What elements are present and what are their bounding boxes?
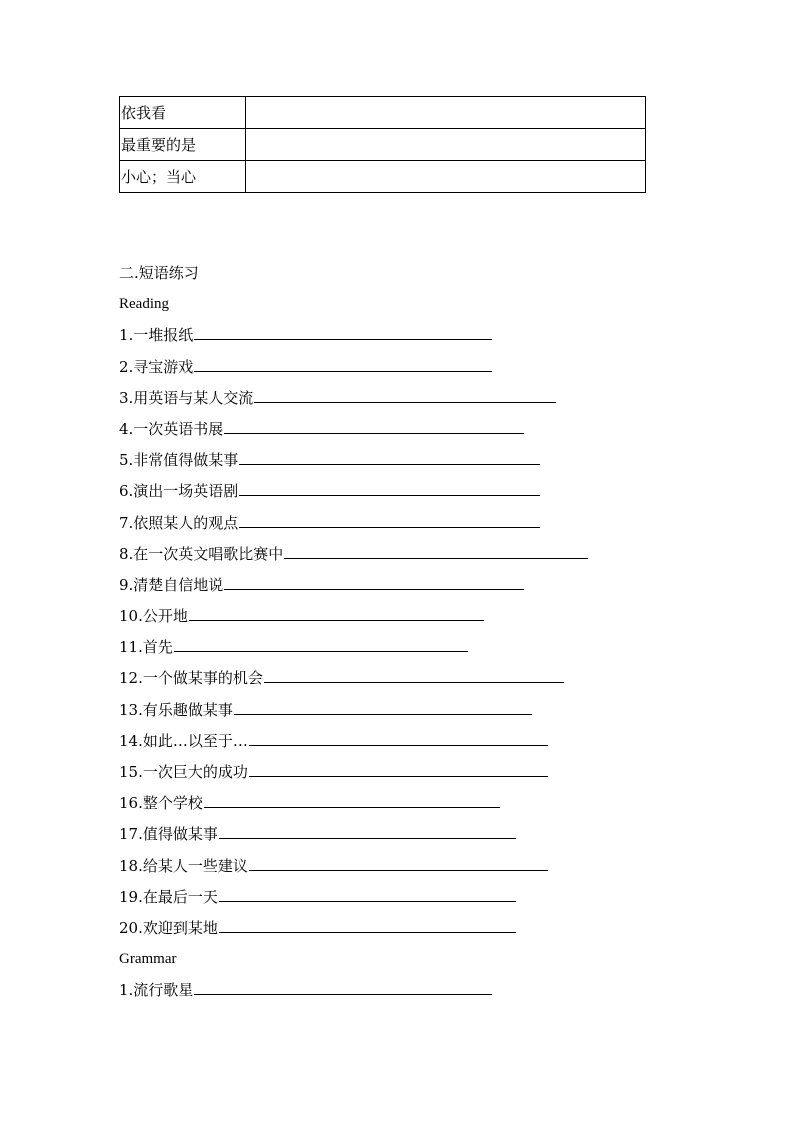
table-row [120,129,646,161]
list-item [119,445,739,476]
phrase-prompt: 6.演出一场英语剧 [119,482,239,501]
list-item [119,913,739,944]
answer-blank[interactable] [249,776,548,777]
phrase-prompt: 7.依照某人的观点 [119,513,239,532]
phrase-prompt: 3.用英语与某人交流 [119,388,254,407]
list-item [119,383,739,414]
answer-blank[interactable] [239,464,540,465]
list-item [119,851,739,882]
phrase-prompt: 4.一次英语书展 [119,419,224,438]
answer-blank[interactable] [189,620,484,621]
answer-blank[interactable] [234,714,532,715]
answer-cell[interactable] [246,129,646,161]
phrase-prompt: 13.有乐趣做某事 [119,700,233,719]
phrase-prompt: 20.欢迎到某地 [119,918,218,937]
grammar-label: Grammar [119,951,177,968]
grammar-list [119,975,739,1006]
list-item [119,788,739,819]
answer-blank[interactable] [219,838,516,839]
term-cell: 最重要的是 [120,129,246,161]
list-item [119,508,739,539]
answer-blank[interactable] [254,402,556,403]
answer-blank[interactable] [249,870,548,871]
phrase-prompt: 10.公开地 [119,607,188,626]
phrase-prompt: 12.一个做某事的机会 [119,669,263,688]
answer-blank[interactable] [219,901,516,902]
table-row [120,161,646,193]
answer-blank[interactable] [219,932,516,933]
phrase-prompt: 1.一堆报纸 [119,326,194,345]
term-cell: 依我看 [120,97,246,129]
phrase-prompt: 19.在最后一天 [119,887,218,906]
answer-blank[interactable] [204,807,500,808]
answer-blank[interactable] [239,495,540,496]
phrase-prompt: 15.一次巨大的成功 [119,763,248,781]
answer-cell[interactable] [246,97,646,129]
answer-cell[interactable] [246,161,646,193]
answer-blank[interactable] [264,682,564,683]
list-item [119,414,739,445]
phrase-prompt: 14.如此…以至于… [119,731,248,750]
answer-blank[interactable] [194,371,492,372]
list-item [119,539,739,570]
list-item [119,570,739,601]
list-item [119,695,739,726]
vocabulary-table [119,96,646,193]
phrase-prompt: 18.给某人一些建议 [119,856,248,875]
phrase-prompt: 11.首先 [119,638,173,657]
term-cell: 小心；当心 [120,161,246,193]
section-heading: 二.短语练习 [119,264,199,282]
table-row [120,97,646,129]
list-item [119,882,739,913]
list-item [119,352,739,383]
phrase-prompt: 2.寻宝游戏 [119,357,194,376]
list-item [119,320,739,351]
reading-list [119,320,739,944]
list-item [119,632,739,663]
list-item [119,726,739,757]
answer-blank[interactable] [239,527,540,528]
list-item [119,476,739,507]
list-item [119,601,739,632]
reading-label: Reading [119,296,169,313]
list-item [119,819,739,850]
list-item [119,757,739,788]
phrase-prompt: 17.值得做某事 [119,825,218,844]
answer-blank[interactable] [284,558,588,559]
list-item [119,663,739,694]
phrase-prompt: 9.清楚自信地说 [119,575,224,594]
answer-blank[interactable] [249,745,548,746]
list-item [119,975,739,1006]
phrase-prompt: 1.流行歌星 [119,981,194,1000]
answer-blank[interactable] [194,994,492,995]
phrase-practice-section [119,258,739,1007]
phrase-prompt: 5.非常值得做某事 [119,451,239,470]
answer-blank[interactable] [224,433,524,434]
phrase-prompt: 8.在一次英文唱歌比赛中 [119,544,284,563]
answer-blank[interactable] [174,651,468,652]
phrase-prompt: 16.整个学校 [119,794,203,813]
answer-blank[interactable] [224,589,524,590]
answer-blank[interactable] [194,339,492,340]
